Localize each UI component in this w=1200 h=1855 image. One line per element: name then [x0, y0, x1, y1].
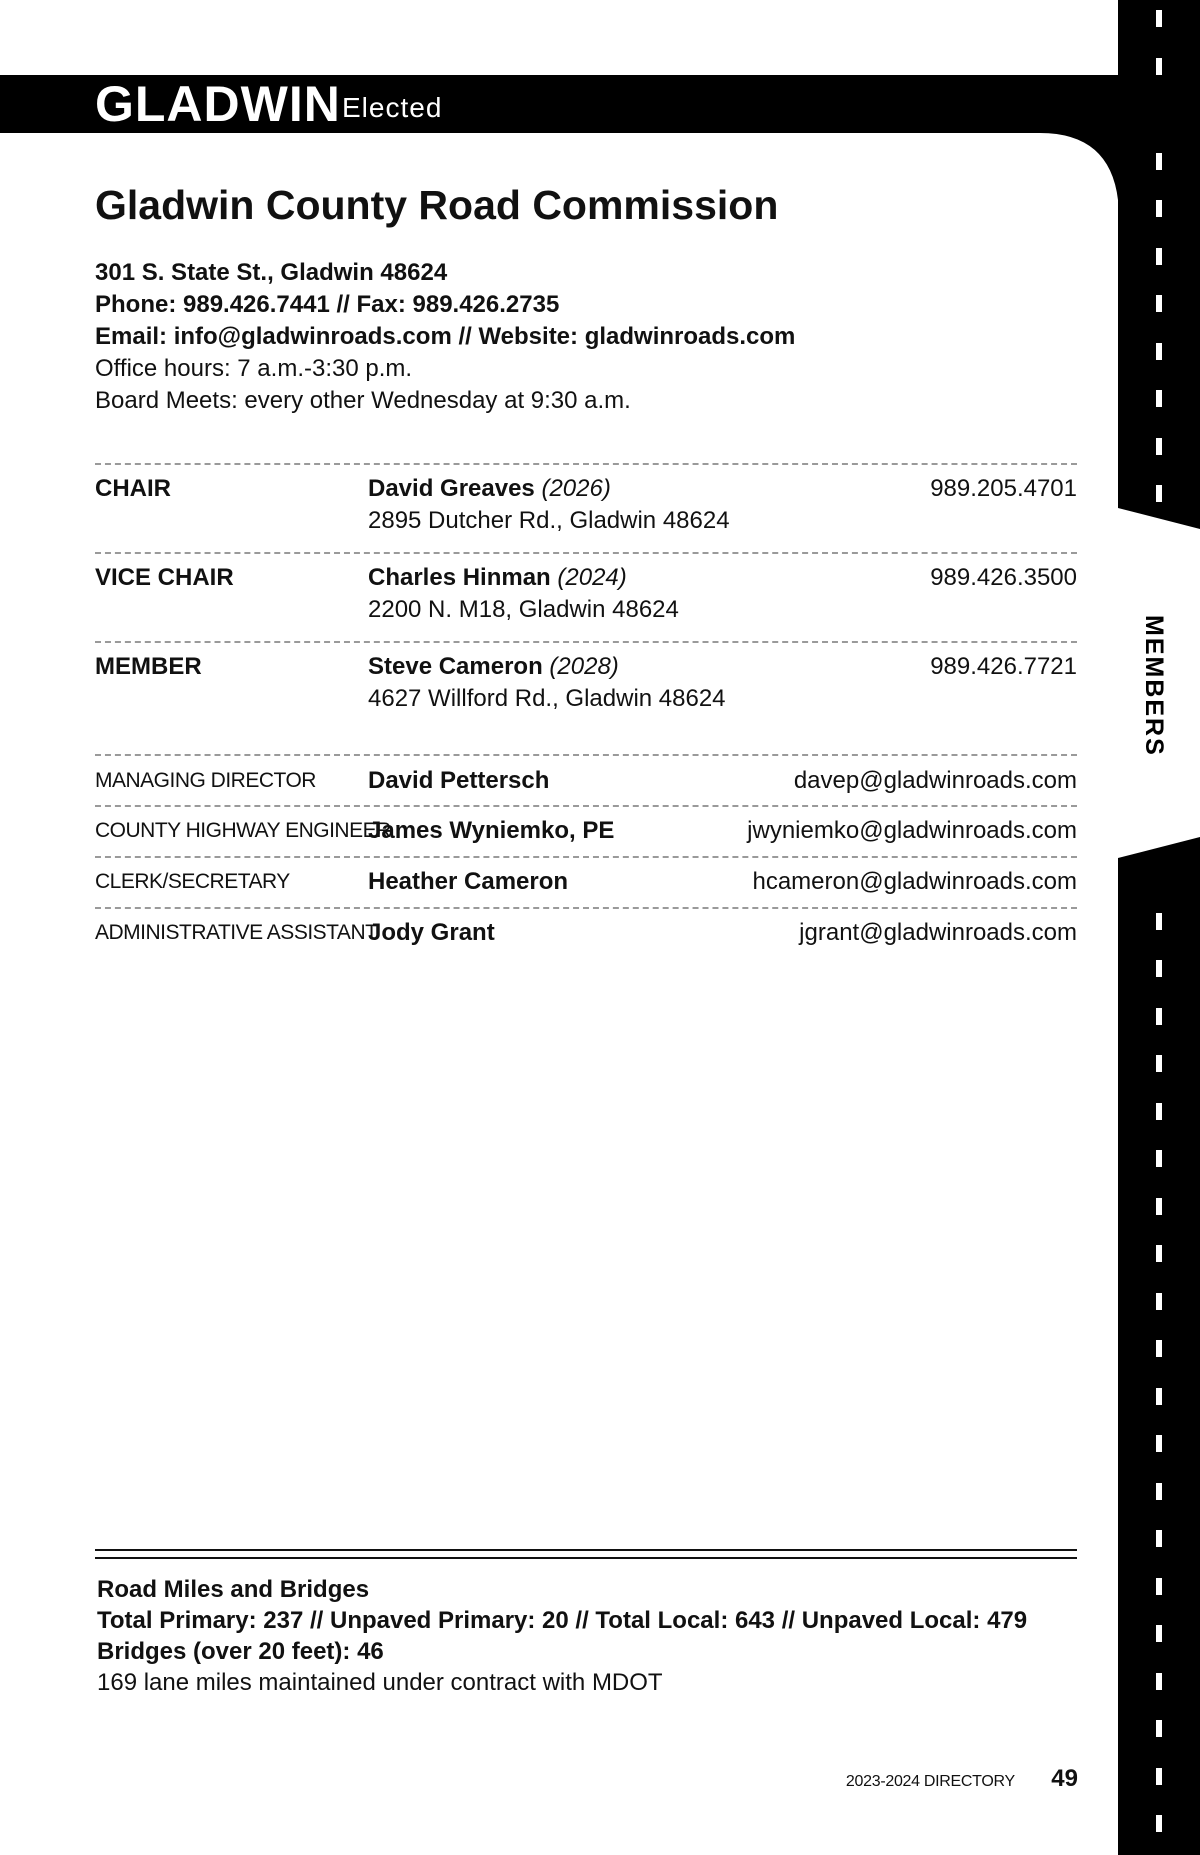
road-miles-totals: Total Primary: 237 // Unpaved Primary: 20 // Total Local: 643 // Unpaved Local: 479 [97, 1607, 1028, 1634]
directory-label: 2023-2024 DIRECTORY [845, 1773, 1015, 1790]
staff-name: James Wyniemko, PE [368, 817, 615, 844]
divider [95, 805, 1077, 807]
road-dash [1156, 1245, 1162, 1262]
staff-email[interactable]: jgrant@gladwinroads.com [799, 919, 1077, 946]
road-dash [1156, 1198, 1162, 1215]
road-dash [1156, 1768, 1162, 1785]
page-footer [846, 1765, 1078, 1793]
double-rule [95, 1549, 1077, 1559]
member-name: Charles Hinman [368, 564, 551, 591]
divider [95, 754, 1077, 756]
road-dash [1156, 960, 1162, 977]
road-dash [1156, 1815, 1162, 1832]
road-dash [1156, 1673, 1162, 1690]
road-dash [1156, 1625, 1162, 1642]
section-tab-label: MEMBERS [1140, 615, 1168, 757]
divider [95, 463, 1077, 465]
member-term: (2024) [557, 564, 627, 591]
staff-role: ADMINISTRATIVE ASSISTANT [95, 921, 378, 944]
commission-title: Gladwin County Road Commission [95, 182, 779, 228]
staff-name: Jody Grant [368, 919, 495, 946]
road-dash [1156, 438, 1162, 455]
member-address: 4627 Willford Rd., Gladwin 48624 [368, 685, 726, 712]
staff-email[interactable]: davep@gladwinroads.com [793, 767, 1077, 794]
road-dash [1156, 1150, 1162, 1167]
staff-name: Heather Cameron [368, 868, 569, 895]
member-phone: 989.426.7721 [930, 653, 1077, 680]
road-dash [1156, 1008, 1162, 1025]
staff-email[interactable]: hcameron@gladwinroads.com [752, 868, 1077, 895]
divider [95, 641, 1077, 643]
road-dash [1156, 1340, 1162, 1357]
member-role: VICE CHAIR [95, 564, 234, 591]
road-miles-heading: Road Miles and Bridges [97, 1576, 370, 1603]
member-phone: 989.426.3500 [930, 564, 1077, 591]
road-strip [1118, 0, 1200, 1855]
commission-board-meets: Board Meets: every other Wednesday at 9:30 a.m. [95, 387, 631, 414]
member-term: (2026) [541, 475, 611, 502]
road-miles-section [97, 1574, 1027, 1698]
road-dash [1156, 1530, 1162, 1547]
commission-office-hours: Office hours: 7 a.m.-3:30 p.m. [95, 355, 413, 382]
county-name: GLADWIN [95, 76, 341, 132]
member-address: 2895 Dutcher Rd., Gladwin 48624 [368, 507, 730, 534]
road-dash [1156, 248, 1162, 265]
member-person [368, 651, 726, 715]
member-name: Steve Cameron [368, 653, 543, 680]
commission-address: 301 S. State St., Gladwin 48624 [95, 259, 448, 286]
member-role: CHAIR [95, 475, 171, 502]
staff-role: MANAGING DIRECTOR [95, 769, 316, 792]
member-term: (2028) [549, 653, 619, 680]
road-dash [1156, 1293, 1162, 1310]
page-number: 49 [1051, 1765, 1078, 1792]
road-dash [1156, 1055, 1162, 1072]
commission-info [95, 257, 795, 417]
road-dash [1156, 1103, 1162, 1120]
member-phone: 989.205.4701 [930, 475, 1077, 502]
divider [95, 907, 1077, 909]
staff-name: David Pettersch [368, 767, 550, 794]
divider [95, 552, 1077, 554]
member-address: 2200 N. M18, Gladwin 48624 [368, 596, 679, 623]
commission-phone: Phone: 989.426.7441 // Fax: 989.426.2735 [95, 291, 560, 318]
road-dash [1156, 390, 1162, 407]
staff-role: COUNTY HIGHWAY ENGINEER [95, 819, 391, 842]
member-role: MEMBER [95, 653, 202, 680]
member-person [368, 562, 679, 626]
staff-email[interactable]: jwyniemko@gladwinroads.com [747, 817, 1077, 844]
road-dash [1156, 295, 1162, 312]
member-name: David Greaves [368, 475, 535, 502]
road-dash [1156, 1435, 1162, 1452]
divider [95, 856, 1077, 858]
road-dash [1156, 913, 1162, 930]
staff-role: CLERK/SECRETARY [95, 870, 290, 893]
commission-email: Email: info@gladwinroads.com // Website: gladwinroads.com [95, 323, 796, 350]
road-dash [1156, 485, 1162, 502]
member-person [368, 473, 730, 537]
office-type: Elected [342, 92, 443, 123]
road-note: 169 lane miles maintained under contract with MDOT [97, 1669, 663, 1696]
road-dash [1156, 1720, 1162, 1737]
road-bridges: Bridges (over 20 feet): 46 [97, 1638, 384, 1665]
road-dash [1156, 1388, 1162, 1405]
road-dash [1156, 343, 1162, 360]
road-dash [1156, 1578, 1162, 1595]
road-dash [1156, 1483, 1162, 1500]
